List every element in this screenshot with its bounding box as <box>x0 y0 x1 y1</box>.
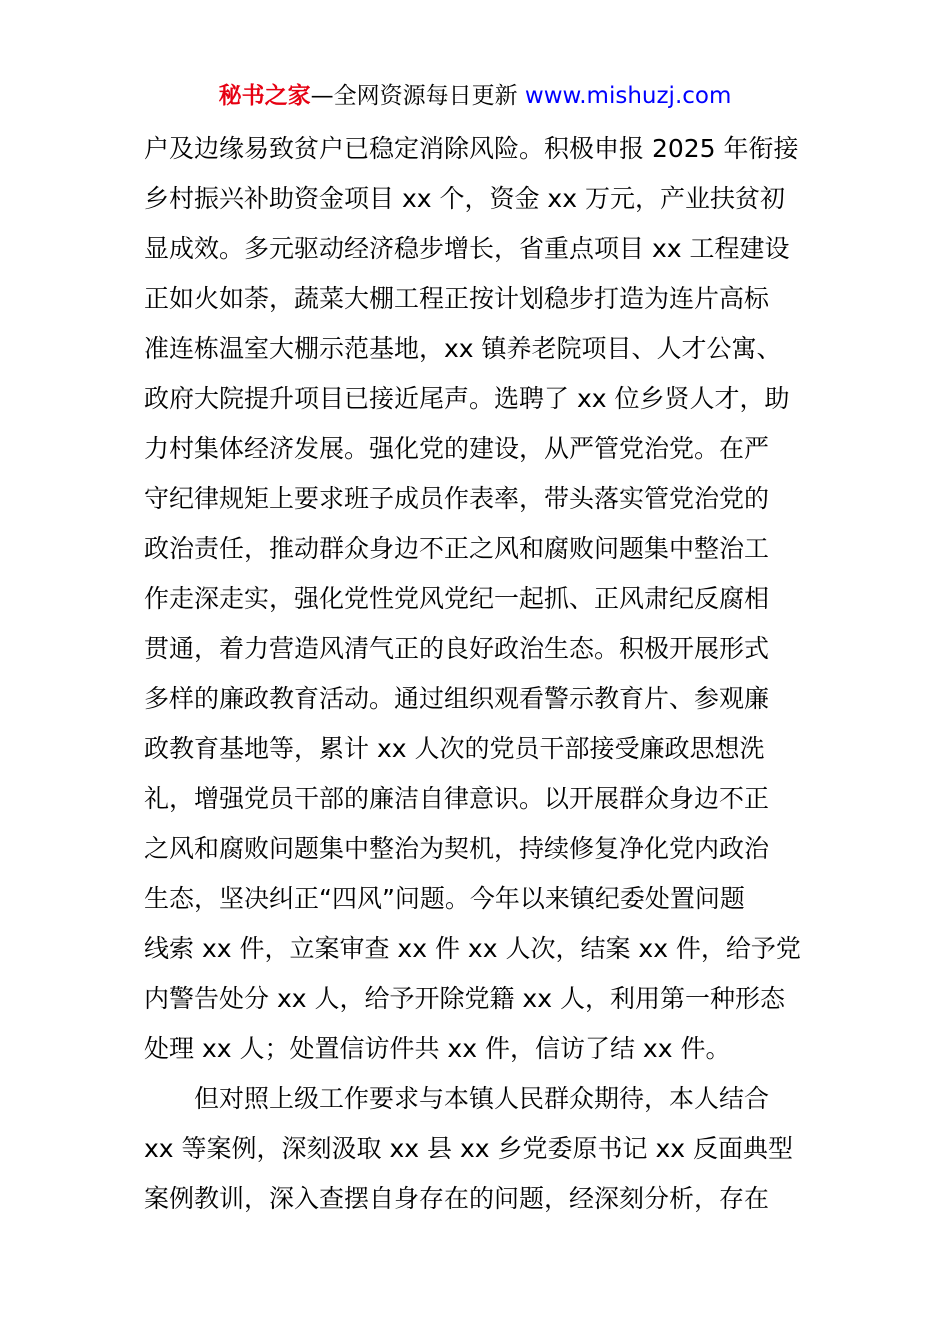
header-tagline: —全网资源每日更新 <box>310 83 525 109</box>
text-line: xx 等案例，深刻汲取 xx 县 xx 乡党委原书记 xx 反面典型 <box>144 1134 793 1163</box>
site-url-link[interactable]: www.mishuzj.com <box>524 83 732 109</box>
text-line: 正如火如荼，蔬菜大棚工程正按计划稳步打造为连片高标 <box>144 284 770 313</box>
text-line: 乡村振兴补助资金项目 xx 个，资金 xx 万元，产业扶贫初 <box>144 184 785 213</box>
text-line: 生态，坚决纠正“四风”问题。今年以来镇纪委处置问题 <box>144 884 745 913</box>
text-line: 户及边缘易致贫户已稳定消除风险。积极申报 2025 年衔接 <box>144 134 799 163</box>
text-line: 但对照上级工作要求与本镇人民群众期待，本人结合 <box>194 1084 770 1113</box>
brand-name: 秘书之家 <box>218 83 311 109</box>
text-line: 处理 xx 人；处置信访件共 xx 件，信访了结 xx 件。 <box>144 1034 731 1063</box>
text-line: 之风和腐败问题集中整治为契机，持续修复净化党内政治 <box>144 834 770 863</box>
text-line: 准连栋温室大棚示范基地，xx 镇养老院项目、人才公寓、 <box>144 334 782 363</box>
page-header <box>0 80 950 112</box>
text-line: 政治责任，推动群众身边不正之风和腐败问题集中整治工 <box>144 534 770 563</box>
text-line: 守纪律规矩上要求班子成员作表率，带头落实管党治党的 <box>144 484 770 513</box>
text-line: 显成效。多元驱动经济稳步增长，省重点项目 xx 工程建设 <box>144 234 790 263</box>
text-line: 贯通，着力营造风清气正的良好政治生态。积极开展形式 <box>144 634 770 663</box>
document-body <box>144 124 812 1224</box>
text-line: 内警告处分 xx 人，给予开除党籍 xx 人，利用第一种形态 <box>144 984 785 1013</box>
text-line: 礼，增强党员干部的廉洁自律意识。以开展群众身边不正 <box>144 784 770 813</box>
text-line: 政府大院提升项目已接近尾声。选聘了 xx 位乡贤人才，助 <box>144 384 790 413</box>
paragraph <box>144 1074 812 1224</box>
paragraph-continued <box>144 124 812 1074</box>
text-line: 作走深走实，强化党性党风党纪一起抓、正风肃纪反腐相 <box>144 584 770 613</box>
text-line: 多样的廉政教育活动。通过组织观看警示教育片、参观廉 <box>144 684 770 713</box>
text-line: 案例教训，深入查摆自身存在的问题，经深刻分析，存在 <box>144 1184 770 1213</box>
text-line: 政教育基地等，累计 xx 人次的党员干部接受廉政思想洗 <box>144 734 765 763</box>
text-line: 线索 xx 件，立案审查 xx 件 xx 人次，结案 xx 件，给予党 <box>144 934 801 963</box>
text-line: 力村集体经济发展。强化党的建设，从严管党治党。在严 <box>144 434 770 463</box>
